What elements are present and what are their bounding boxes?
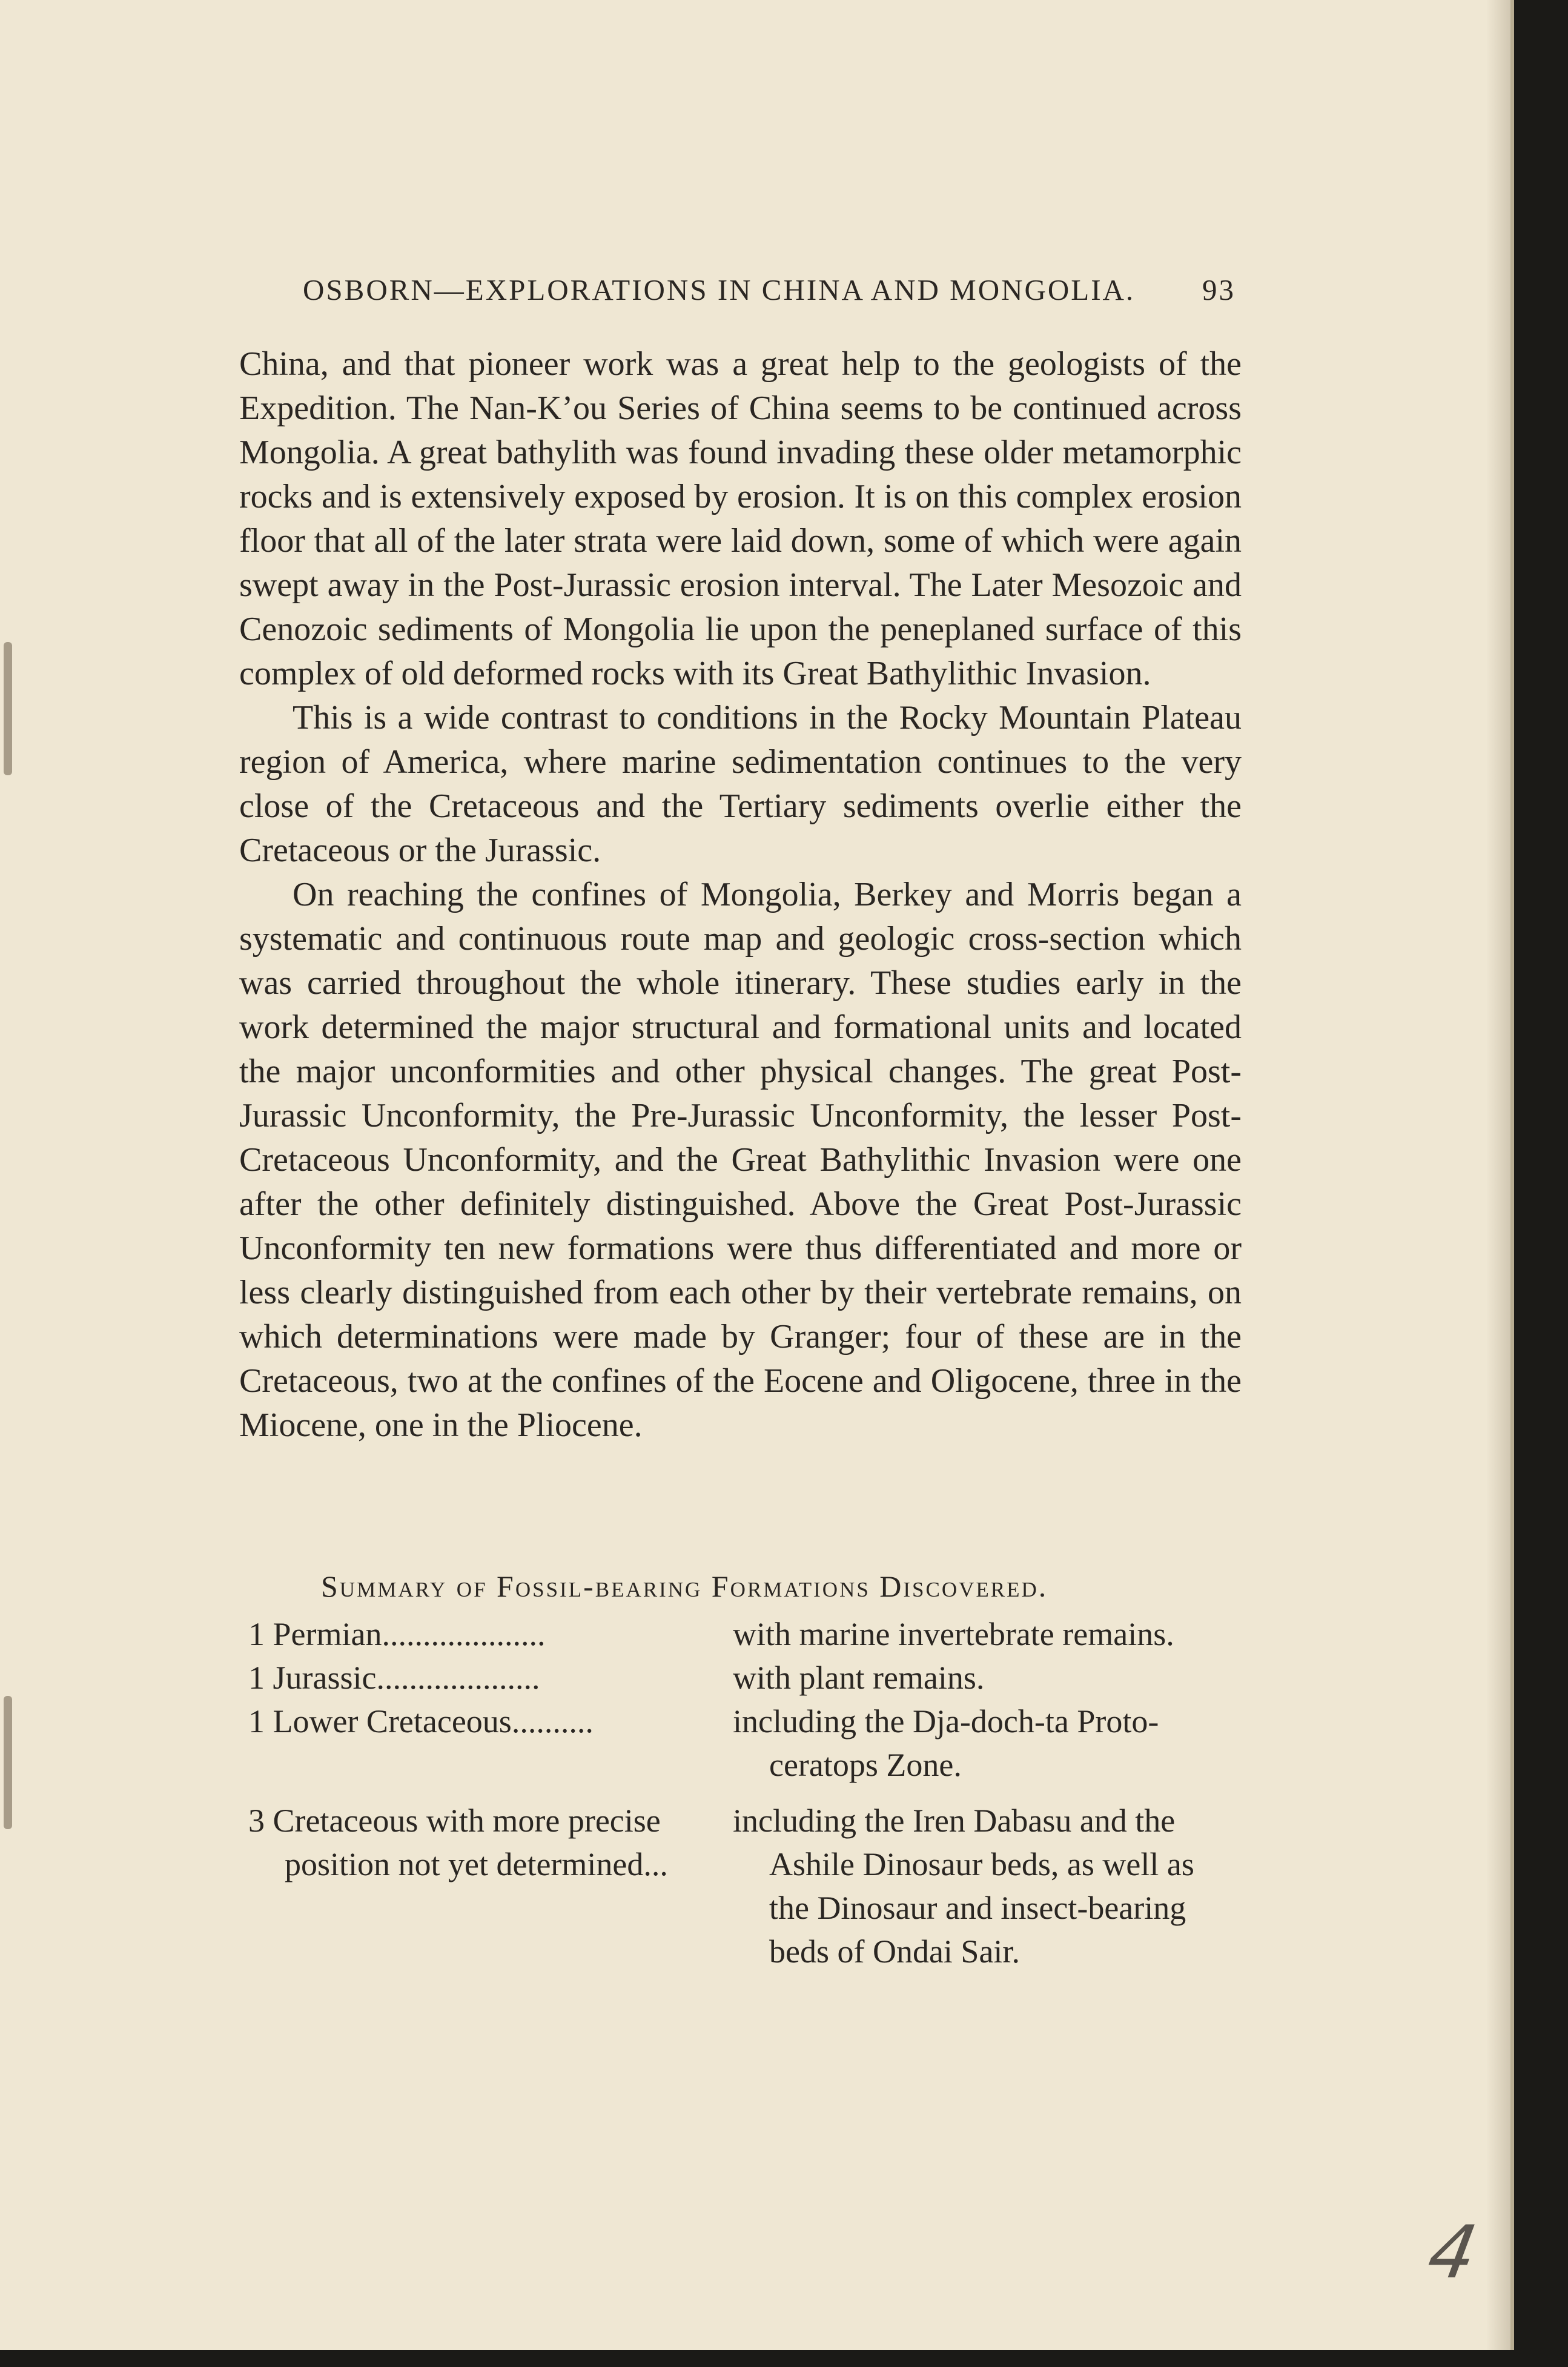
formation-cell: 1 Permian.................... xyxy=(248,1616,546,1652)
description-cell xyxy=(733,1799,1266,1973)
formation-cell: 1 Jurassic.................... xyxy=(248,1660,540,1696)
paragraph: China, and that pioneer work was a great help to the geologists of the Expedition. The Nan-K’ou Series of China seems to be continued across Mongolia. A great bathylith was found invading these older metamorphic rocks and is extensively exposed by erosion. It is on this complex erosion floor that all of the later strata were laid down, some of which were again swept away in the Post-Jurassic erosion interval. The Later Mesozoic and Cenozoic sediments of Mongolia lie upon the peneplaned surface of this complex of old deformed rocks with its Great Bathylithic Invasion. xyxy=(239,345,1242,692)
summary-row xyxy=(248,1799,1266,1973)
binding-mark xyxy=(4,1696,12,1829)
binding-marks xyxy=(0,0,18,2350)
description-cell xyxy=(733,1700,1266,1787)
summary-table xyxy=(248,1612,1266,1973)
description-line: beds of Ondai Sair. xyxy=(769,1933,1020,1970)
description-line: Ashile Dinosaur beds, as well as xyxy=(769,1846,1194,1882)
paragraph: This is a wide contrast to conditions in the Rocky Mountain Plateau region of America, where marine sedimentation continues to the very close of the Cretaceous and the Tertiary sediments overlie either the Cretaceous or the Jurassic. xyxy=(239,699,1242,869)
description-cell: with plant remains. xyxy=(733,1660,985,1696)
description-line: including the Dja-doch-ta Proto- xyxy=(733,1703,1159,1740)
page-edge xyxy=(1486,0,1510,2350)
description-cell: with marine invertebrate remains. xyxy=(733,1616,1174,1652)
binding-mark xyxy=(4,642,12,775)
description-line: including the Iren Dabasu and the xyxy=(733,1803,1176,1839)
paragraph: On reaching the confines of Mongolia, Berkey and Morris began a systematic and continuous route map and geologic cross-section which was carried throughout the whole itinerary. These studies early in the work determined the major structural and formational units and located the major unconformities and other physical changes. The great Post-Jurassic Unconformity, the Pre-Jurassic Unconformity, the lesser Post-Cretaceous Unconformity, and the Great Bathylithic Invasion were one after the other definitely distinguished. Above the Great Post-Jurassic Unconformity ten new formations were thus differentiated and more or less clearly distinguished from each other by their vertebrate remains, on which determinations were made by Granger; four of these are in the Cretaceous, two at the confines of the Eocene and Oligocene, three in the Miocene, one in the Pliocene. xyxy=(239,876,1242,1444)
summary-row xyxy=(248,1612,1266,1656)
running-head-title: OSBORN—EXPLORATIONS IN CHINA AND MONGOLIA. xyxy=(303,273,1136,306)
page-number: 93 xyxy=(1202,273,1236,306)
summary-row xyxy=(248,1656,1266,1700)
summary-heading: Summary of Fossil-bearing Formations Discovered. xyxy=(321,1569,1048,1603)
formation-cell: 1 Lower Cretaceous.......... xyxy=(248,1703,594,1740)
formation-line: position not yet determined... xyxy=(285,1846,668,1882)
formation-line: 3 Cretaceous with more precise xyxy=(248,1803,661,1839)
running-head xyxy=(303,273,1236,307)
body-text xyxy=(239,342,1242,1448)
description-line: the Dinosaur and insect-bearing xyxy=(769,1890,1186,1926)
handwritten-page-mark: 4 xyxy=(1421,2211,1483,2295)
description-line: ceratops Zone. xyxy=(769,1747,962,1783)
formation-cell xyxy=(248,1799,733,1973)
summary-row xyxy=(248,1700,1266,1787)
